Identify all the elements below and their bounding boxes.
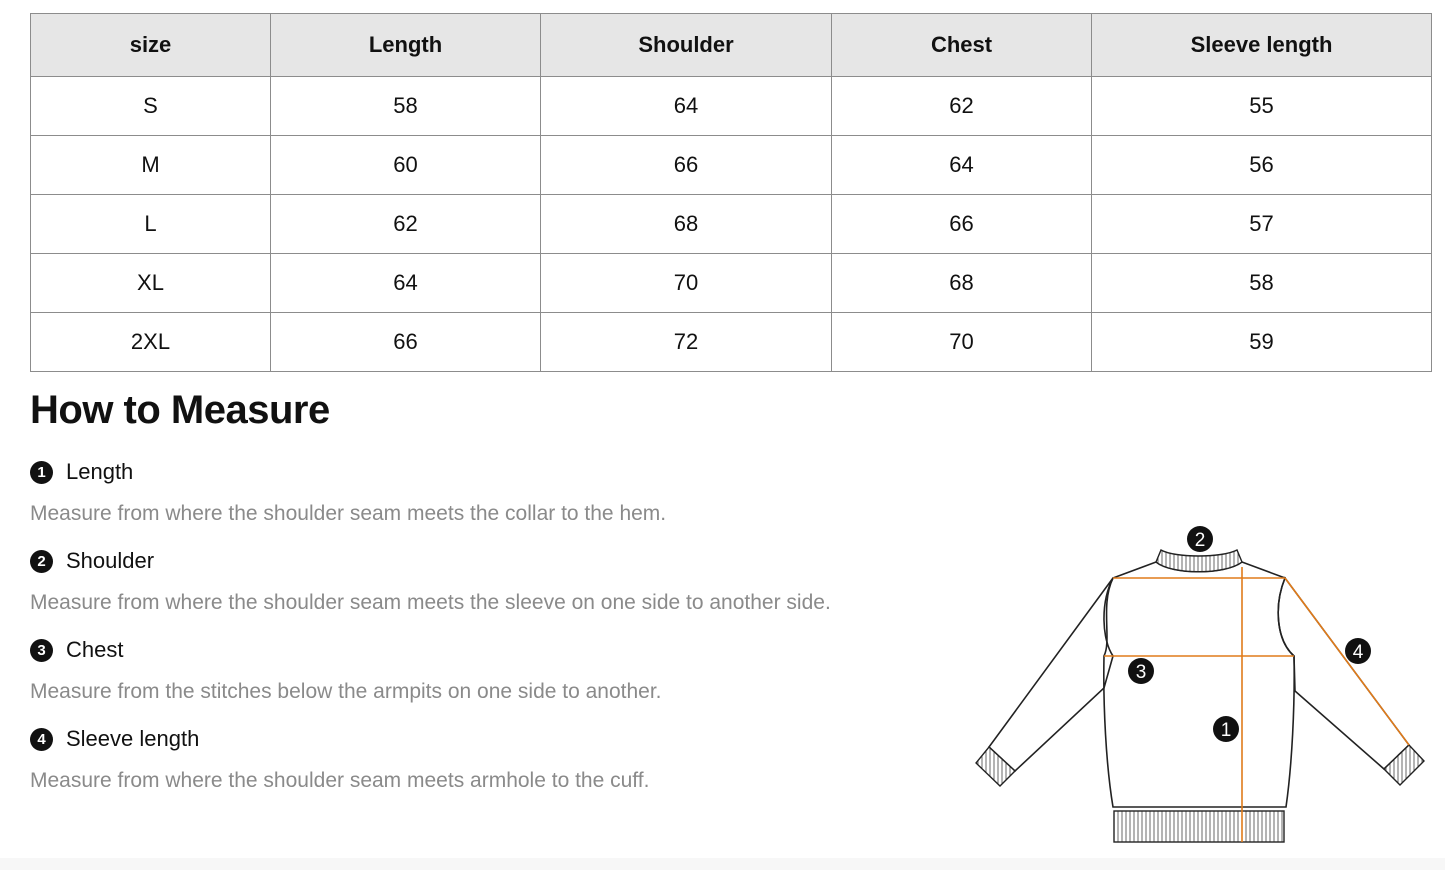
column-header-sleeve-length: Sleeve length — [1092, 14, 1432, 77]
table-row — [31, 313, 1432, 372]
size-cell: M — [31, 136, 271, 195]
step-title: Sleeve length — [66, 726, 200, 751]
measure-step-sleeve-length — [30, 724, 650, 792]
marker-4 — [1345, 638, 1371, 664]
measure-step-length — [30, 457, 667, 525]
step-title: Chest — [66, 637, 124, 662]
step-description: Measure from where the shoulder seam meets the sleeve on one side to another side. — [30, 591, 831, 614]
marker-3 — [1128, 658, 1154, 684]
sleeve-length-cell: 55 — [1092, 77, 1432, 136]
step-description: Measure from where the shoulder seam meets armhole to the cuff. — [30, 769, 650, 792]
sweater-body — [1104, 562, 1294, 807]
shoulder-cell: 64 — [541, 77, 832, 136]
length-cell: 60 — [271, 136, 541, 195]
sweater-measurement-diagram — [960, 515, 1440, 855]
length-cell: 64 — [271, 254, 541, 313]
shoulder-cell: 68 — [541, 195, 832, 254]
chest-cell: 68 — [832, 254, 1092, 313]
table-header-row — [31, 14, 1432, 77]
table-row — [31, 254, 1432, 313]
shoulder-cell: 66 — [541, 136, 832, 195]
shoulder-cell: 72 — [541, 313, 832, 372]
measure-step-chest — [30, 635, 662, 703]
marker-4-label: 4 — [1352, 642, 1364, 663]
right-sleeve — [1278, 578, 1409, 769]
step-title: Length — [66, 459, 134, 484]
column-header-size: size — [31, 14, 271, 77]
table-row — [31, 136, 1432, 195]
marker-1 — [1213, 716, 1239, 742]
hem-band — [1114, 811, 1284, 842]
length-cell: 58 — [271, 77, 541, 136]
marker-2-label: 2 — [1194, 530, 1206, 551]
step-description: Measure from the stitches below the armpits on one side to another. — [30, 680, 662, 703]
sweater-outline — [989, 562, 1409, 807]
page-bottom-strip — [0, 858, 1445, 870]
marker-3-label: 3 — [1135, 662, 1147, 683]
size-cell: 2XL — [31, 313, 271, 372]
column-header-shoulder: Shoulder — [541, 14, 832, 77]
size-cell: XL — [31, 254, 271, 313]
shoulder-cell: 70 — [541, 254, 832, 313]
size-chart-table — [30, 13, 1432, 372]
step-title: Shoulder — [66, 548, 155, 573]
length-cell: 66 — [271, 313, 541, 372]
step-description: Measure from where the shoulder seam meets the collar to the hem. — [30, 502, 667, 525]
chest-cell: 70 — [832, 313, 1092, 372]
step-number-badge: 4 — [30, 728, 53, 751]
how-to-measure-heading: How to Measure — [30, 388, 330, 432]
chest-cell: 64 — [832, 136, 1092, 195]
size-cell: S — [31, 77, 271, 136]
sleeve-length-cell: 57 — [1092, 195, 1432, 254]
sleeve-length-cell: 58 — [1092, 254, 1432, 313]
chest-cell: 62 — [832, 77, 1092, 136]
marker-1-label: 1 — [1220, 720, 1232, 741]
step-number-badge: 1 — [30, 461, 53, 484]
table-row — [31, 77, 1432, 136]
sleeve-length-cell: 56 — [1092, 136, 1432, 195]
length-cell: 62 — [271, 195, 541, 254]
measure-step-shoulder — [30, 546, 831, 614]
size-cell: L — [31, 195, 271, 254]
marker-2 — [1187, 526, 1213, 552]
left-sleeve — [989, 578, 1113, 771]
step-number-badge: 3 — [30, 639, 53, 662]
collar — [1156, 550, 1242, 572]
chest-cell: 66 — [832, 195, 1092, 254]
column-header-chest: Chest — [832, 14, 1092, 77]
column-header-length: Length — [271, 14, 541, 77]
table-row — [31, 195, 1432, 254]
step-number-badge: 2 — [30, 550, 53, 573]
sleeve-length-cell: 59 — [1092, 313, 1432, 372]
